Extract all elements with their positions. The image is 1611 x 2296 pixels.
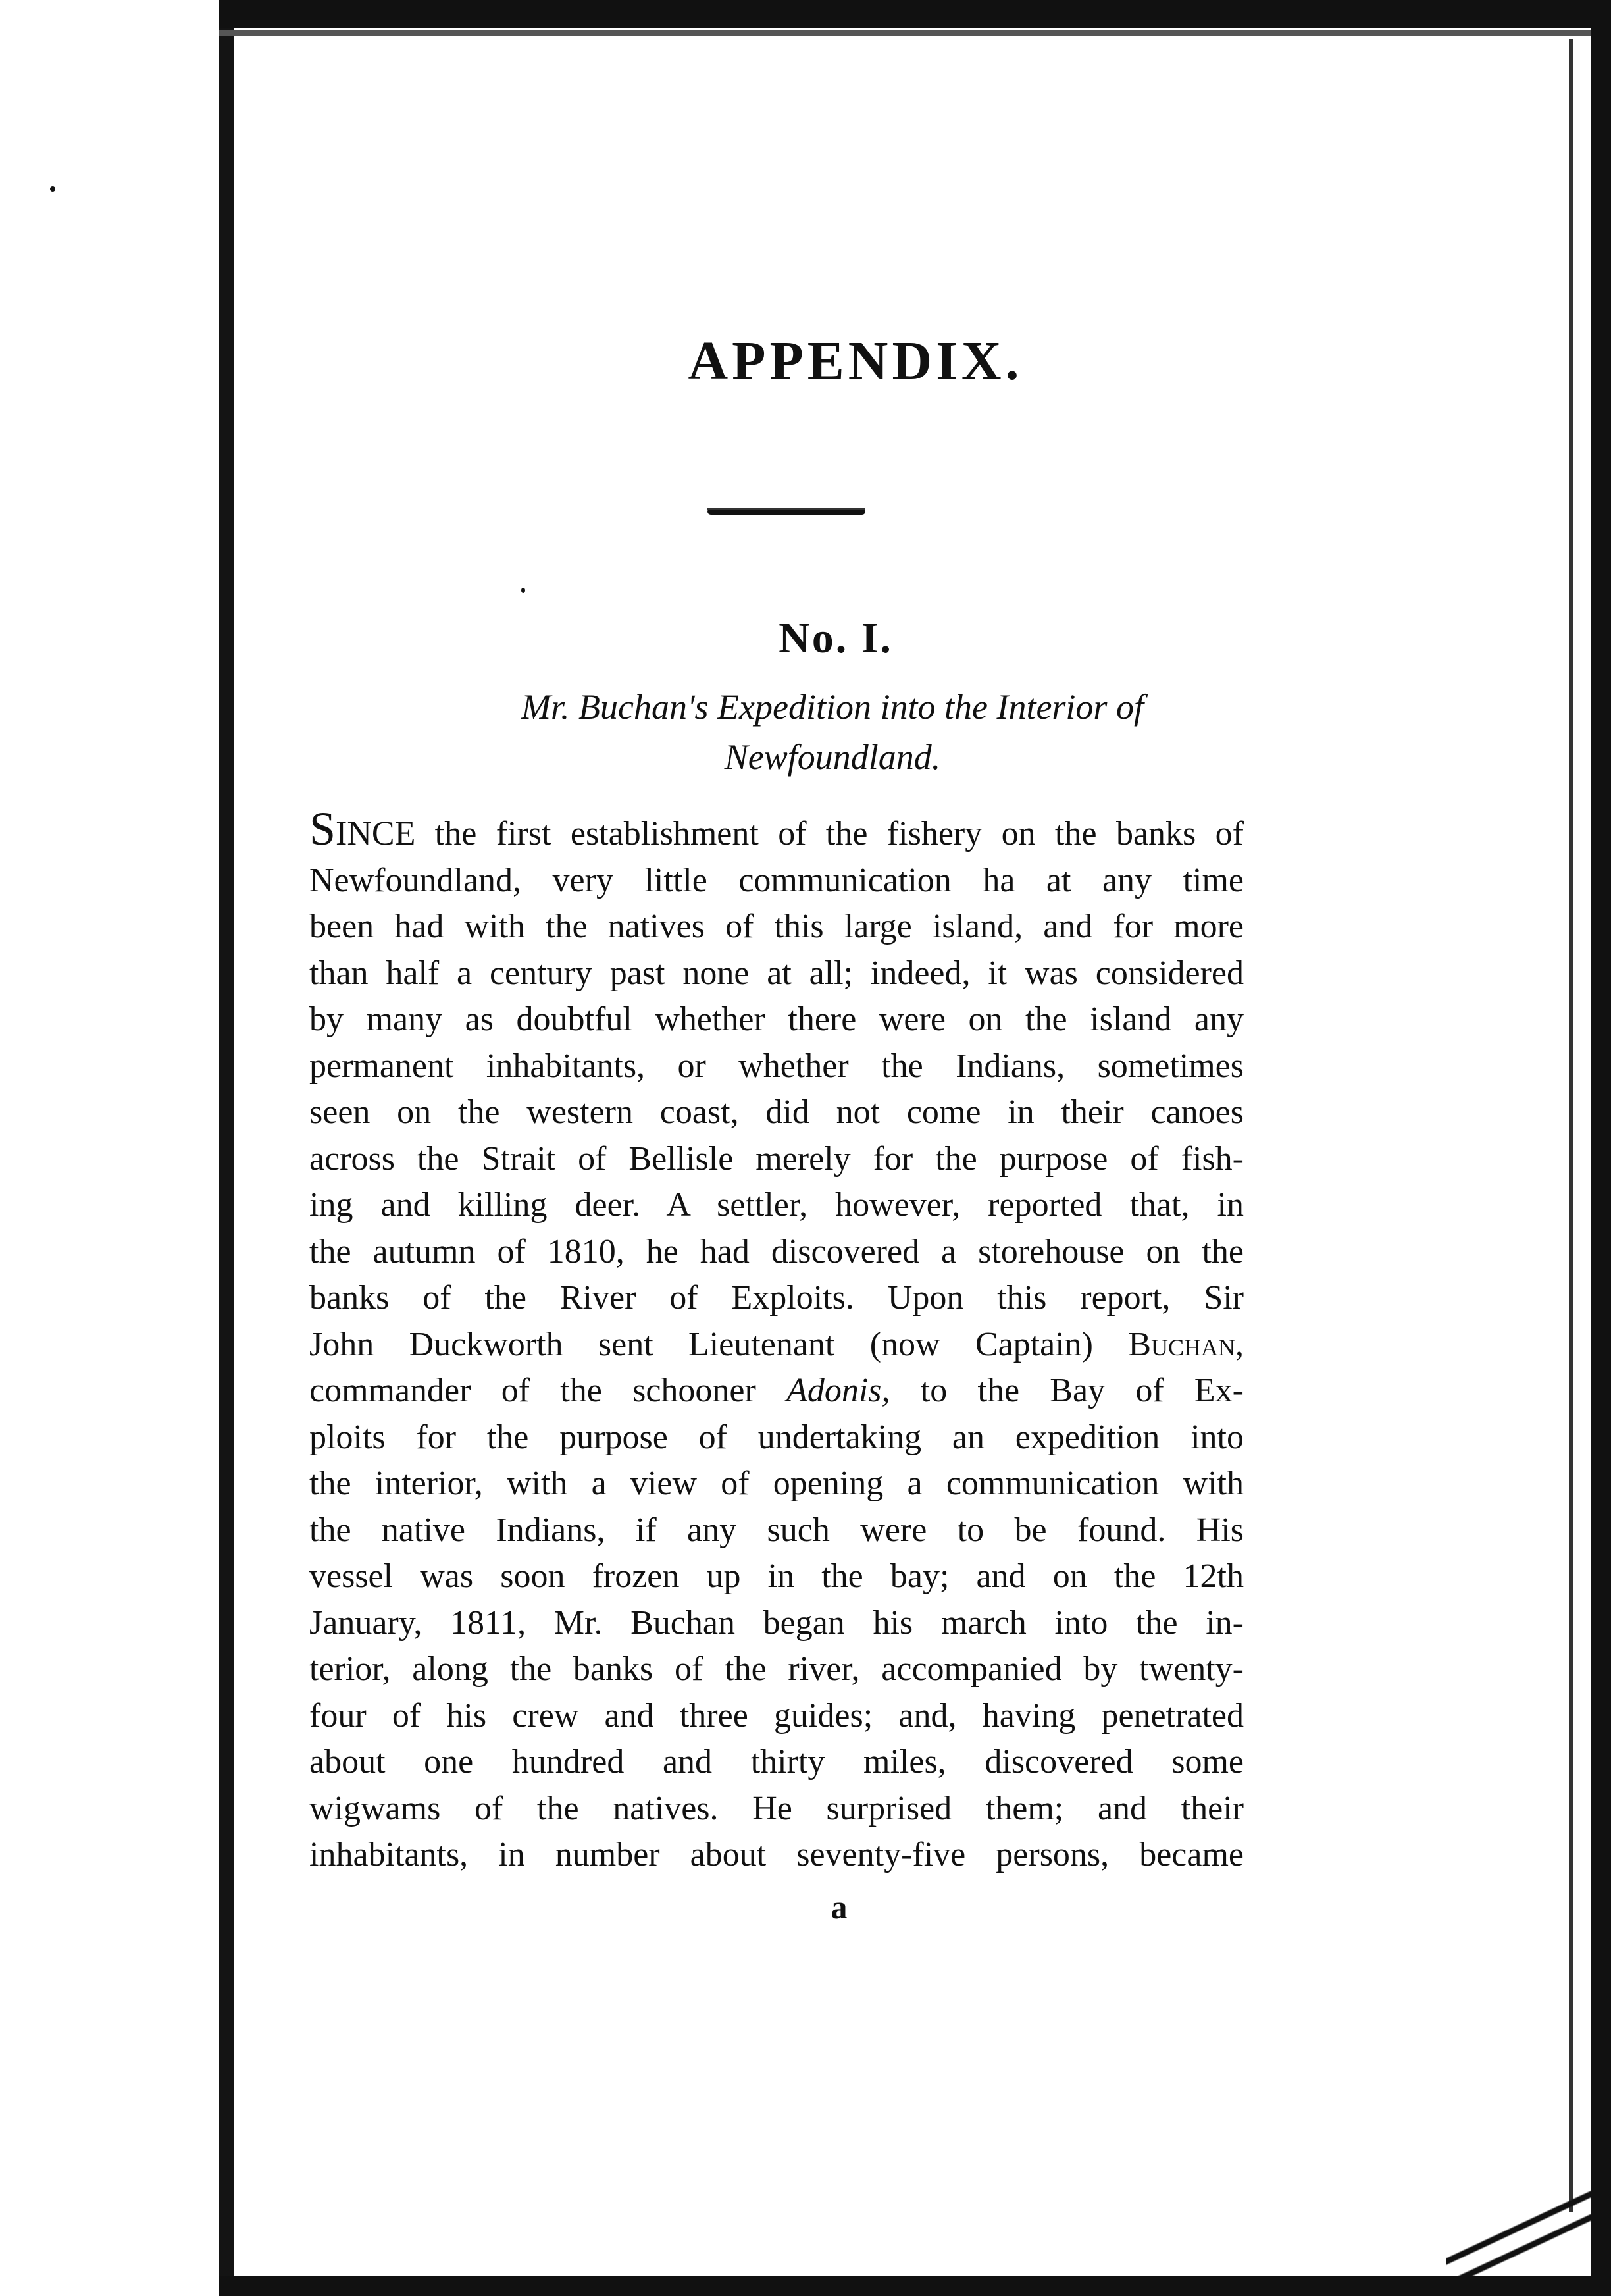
body-line: by many as doubtful whether there were on the island any [309,1001,1244,1038]
body-line: banks of the River of Exploits. Upon this report, Sir [309,1279,1244,1317]
body-line: January, 1811, Mr. Buchan began his march into the in- [309,1604,1244,1642]
signature-mark: a [831,1888,848,1925]
body-line: the native Indians, if any such were to be found. His [309,1511,1244,1549]
body-line-1-rest: the first establishment of the fishery on the banks of [415,815,1244,852]
body-line: terior, along the banks of the river, accompanied by twenty- [309,1650,1244,1688]
body-line: permanent inhabitants, or whether the Indians, sometimes [309,1047,1244,1085]
body-line: across the Strait of Bellisle merely for the purpose of fish- [309,1139,1244,1178]
binding-gutter [219,26,234,2278]
body-line-12 [309,1322,1244,1369]
scan-right-edge-inner [1569,39,1573,2212]
body-line: ploits for the purpose of undertaking an expedition into [309,1418,1244,1456]
dropcap: S [309,802,336,855]
body-paragraph [309,802,1244,1879]
body-line: seen on the western coast, did not come in their canoes [309,1093,1244,1131]
scan-right-edge [1591,0,1611,2296]
section-title-line2: Newfoundland. [724,737,941,777]
scan-top-border [219,0,1611,28]
body-line: the interior, with a view of opening a communication with [309,1465,1244,1502]
smallcaps-opening: INCE [336,815,416,852]
body-line: ing and killing deer. A settler, however, reported that, in [309,1186,1244,1224]
left-margin [0,0,224,2296]
scan-bottom-border [219,2276,1611,2296]
body-line-13-post: to the Bay of Ex- [890,1372,1244,1409]
body-line: about one hundred and thirty miles, discovered some [309,1743,1244,1781]
body-line: the autumn of 1810, he had discovered a storehouse on the [309,1232,1244,1270]
body-line: vessel was soon frozen up in the bay; and on the 12th [309,1557,1244,1595]
body-line-1 [309,802,1244,858]
body-line: wigwams of the natives. He surprised them; and their [309,1789,1244,1827]
body-line-13-pre: commander of the schooner [309,1372,787,1409]
section-number: No. I. [779,614,893,662]
body-line: inhabitants, in number about seventy-five persons, became [309,1836,1244,1873]
scan-speck [50,186,55,192]
page-content [290,329,1283,1926]
appendix-heading: APPENDIX. [688,330,1023,392]
body-line-13 [309,1368,1244,1415]
body-line: been had with the natives of this large island, and for more [309,908,1244,945]
buchan-smallcaps: Buchan, [1128,1325,1244,1363]
ship-name-italic: Adonis, [786,1372,890,1409]
body-line: than half a century past none at all; indeed, it was considered [309,954,1244,992]
section-title [290,682,1283,782]
body-line: four of his crew and three guides; and, having penetrated [309,1696,1244,1735]
body-line: Newfoundland, very little communication ha at any time [309,861,1244,899]
body-line-12-pre: John Duckworth sent Lieutenant (now Captain) [309,1325,1129,1363]
section-title-line1: Mr. Buchan's Expedition into the Interior of [521,687,1144,727]
decorative-rule [707,508,865,515]
page-corner-fold [1446,2178,1591,2276]
